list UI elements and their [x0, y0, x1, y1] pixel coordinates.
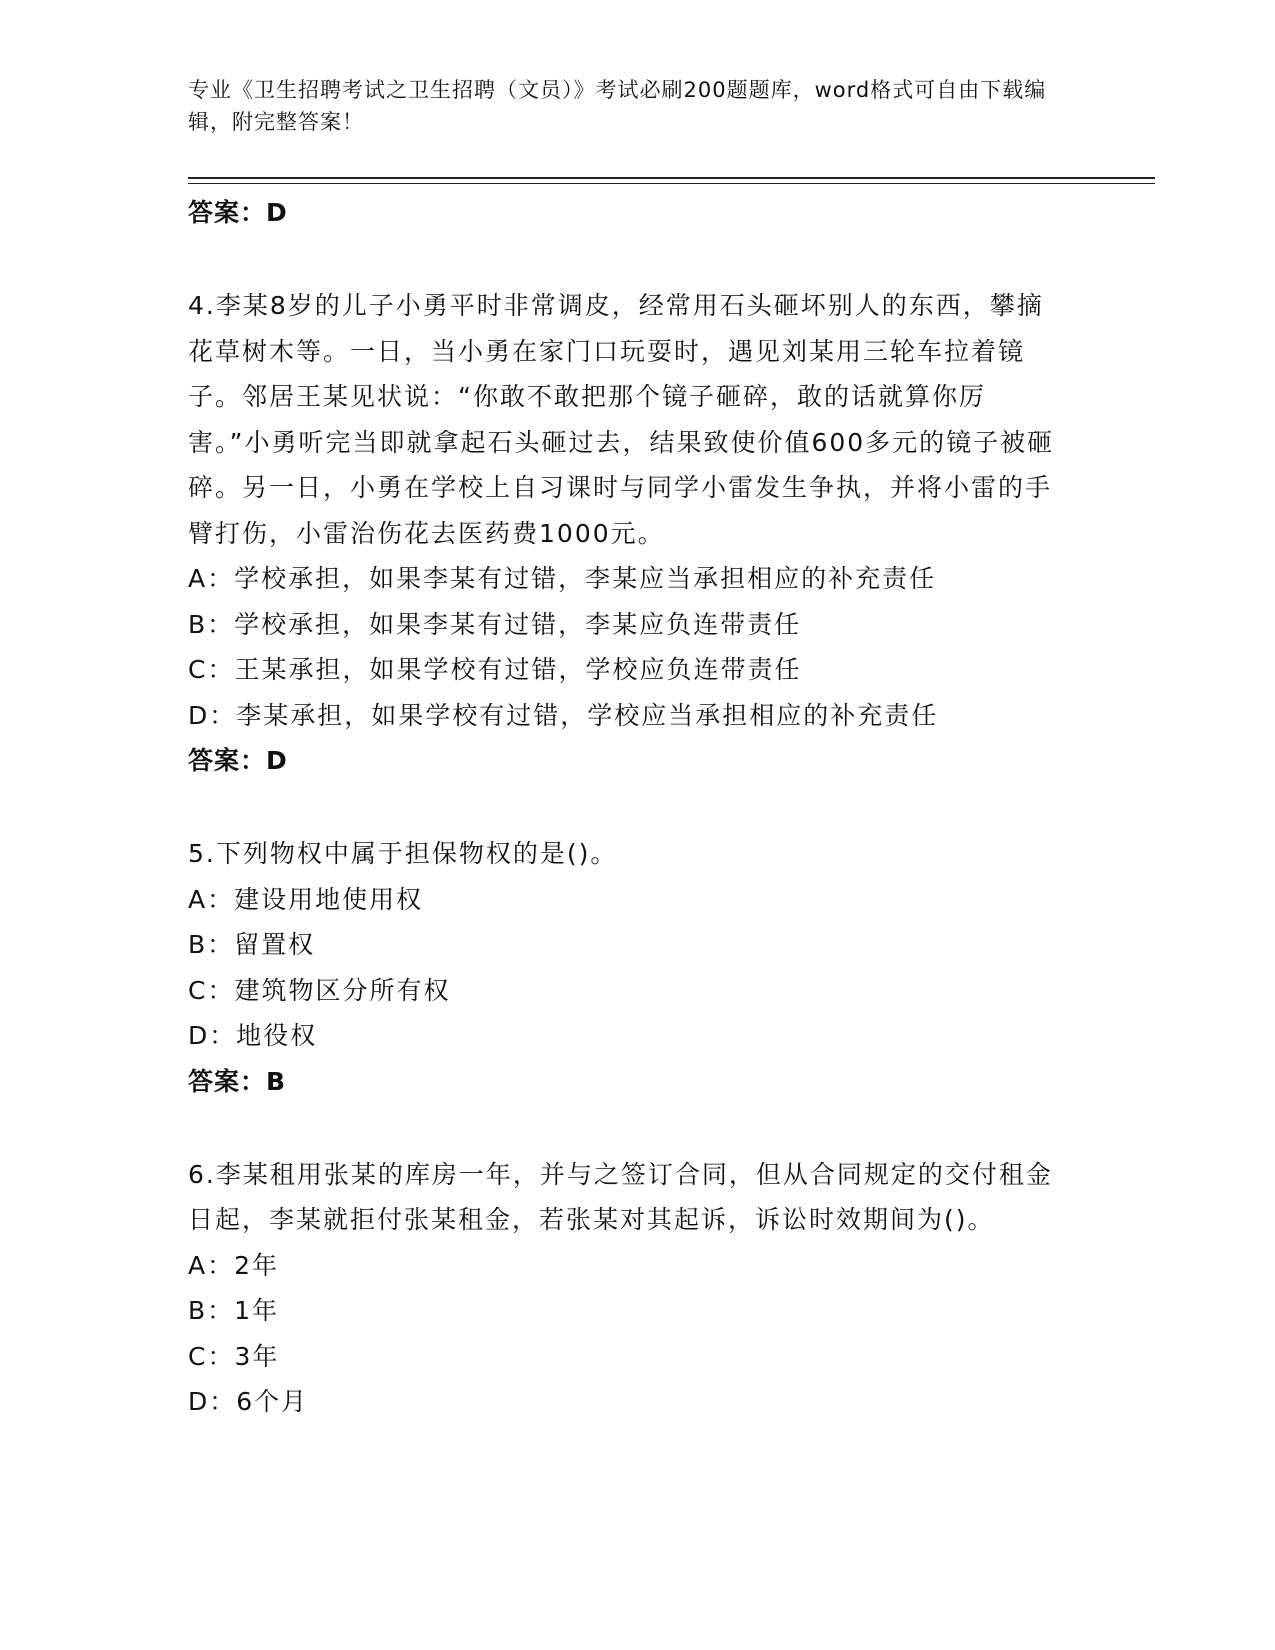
option-c: C：王某承担，如果学校有过错，学校应负连带责任 [188, 655, 802, 684]
option-d: D：李某承担，如果学校有过错，学校应当承担相应的补充责任 [188, 700, 939, 730]
header-rule-thin [188, 183, 1155, 184]
document-header: 专业《卫生招聘考试之卫生招聘（文员）》考试必刷200题题库，word格式可自由下载编辑，附完整答案！ [188, 78, 1047, 134]
option-c: C：建筑物区分所有权 [188, 975, 451, 1005]
question-stem-5: 5.下列物权中属于担保物权的是()。 [188, 839, 618, 868]
option-b: B：1年 [188, 1296, 280, 1325]
answer-4: 答案：D [188, 746, 288, 775]
option-b: B：学校承担，如果李某有过错，李某应负连带责任 [188, 609, 802, 639]
answer-5: 答案：B [188, 1066, 287, 1096]
previous-answer: 答案：D [188, 198, 288, 227]
question-stem-4: 4.李某8岁的儿子小勇平时非常调皮，经常用石头砸坏别人的东西，攀摘花草树木等。一日，当小勇在家门口玩耍时，遇见刘某用三轮车拉着镜子。邻居王某见状说：“你敢不敢把那个镜子砸碎，敢的话就算你厉害。”小勇听完当即就拿起石头砸过去，结果致使价值600多元的镜子被砸碎。另一日，小勇在学校上自习课时与同学小雷发生争执，并将小雷的手臂打伤，小雷治伤花去医药费1000元。 [188, 291, 1055, 548]
option-b: B：留置权 [188, 930, 316, 959]
header-rule-thick [188, 177, 1155, 179]
spacer [188, 1105, 1058, 1152]
spacer [188, 784, 1058, 831]
question-list [188, 190, 1058, 1425]
spacer [188, 236, 1058, 283]
option-a: A：学校承担，如果李某有过错，李某应当承担相应的补充责任 [188, 564, 937, 593]
question-stem-6: 6.李某租用张某的库房一年，并与之签订合同，但从合同规定的交付租金日起，李某就拒付张某租金，若张某对其起诉，诉讼时效期间为()。 [188, 1159, 1053, 1234]
option-d: D：地役权 [188, 1021, 318, 1050]
option-a: A：2年 [188, 1250, 280, 1280]
option-d: D：6个月 [188, 1387, 309, 1416]
option-c: C：3年 [188, 1341, 280, 1371]
option-a: A：建设用地使用权 [188, 884, 424, 914]
